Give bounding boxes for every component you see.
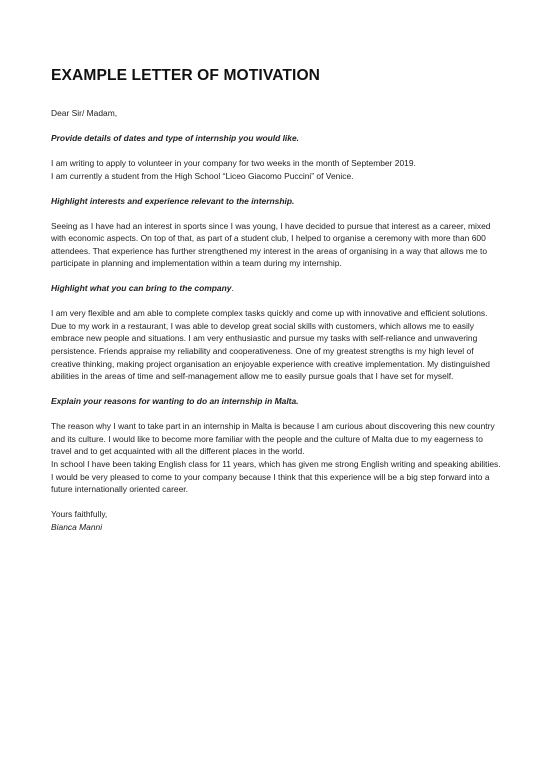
salutation: Dear Sir/ Madam, xyxy=(51,108,118,118)
paragraph-english: In school I have been taking English class for 11 years, which has given me strong English writing and speaking abilities. xyxy=(51,459,501,469)
paragraph-conclusion: I would be very pleased to come to your company because I think that this experience will be a big step forward into a future internationally oriented career. xyxy=(51,471,490,495)
paragraph-strengths: I am very flexible and am able to complete complex tasks quickly and come up with innovative and efficient solutions. Due to my work in a restaurant, I was able to develop great social skills with customers, which allows me to easily embrace new people and situations. I am very enthusiastic and pursue my tasks with self-reliance and unwavering persistence. Friends appraise my reliability and cooperativeness. One of my greatest strengths is my high level of creative thinking, making project organisation an enjoyable experience with creative implementation. My distinguished abilities in the areas of time and self-management allow me to easily pursue goals that I have set for myself. xyxy=(51,308,490,382)
signature-name: Bianca Manni xyxy=(51,521,103,532)
paragraph-interests: Seeing as I have had an interest in sports since I was young, I have decided to pursue that interest as a career, mixed with economic aspects. On top of that, as part of a student club, I helped to organise a ceremony with more than 600 attendees. That experience has further strengthened my interest in the areas of organising in a way that allows me to participate in planning and implementation within a team during my internship. xyxy=(51,220,491,269)
paragraph-reasons: The reason why I want to take part in an internship in Malta is because I am curious about discovering this new country and its culture. I would like to become more familiar with the people and the culture of Malta due to my eagerness to travel and to get acquainted with all the different places in the world. xyxy=(51,421,495,457)
paragraph-intro-line-1: I am writing to apply to volunteer in your company for two weeks in the month of September 2019. xyxy=(51,157,416,168)
prompt-contribution-line xyxy=(51,282,503,295)
prompt-dates-type: Provide details of dates and type of internship you would like. xyxy=(51,132,300,143)
prompt-contribution: Highlight what you can bring to the company xyxy=(51,283,232,294)
letter-title: EXAMPLE LETTER OF MOTIVATION xyxy=(51,67,321,84)
prompt-contribution-period: . xyxy=(231,283,234,294)
paragraph-intro-line-2: I am currently a student from the High School “Liceo Giacomo Puccini” of Venice. xyxy=(51,170,354,181)
prompt-interests-experience: Highlight interests and experience relevant to the internship. xyxy=(51,195,295,206)
letter-body xyxy=(51,66,503,533)
prompt-reasons-malta: Explain your reasons for wanting to do an internship in Malta. xyxy=(51,396,299,407)
closing: Yours faithfully, xyxy=(51,509,108,520)
